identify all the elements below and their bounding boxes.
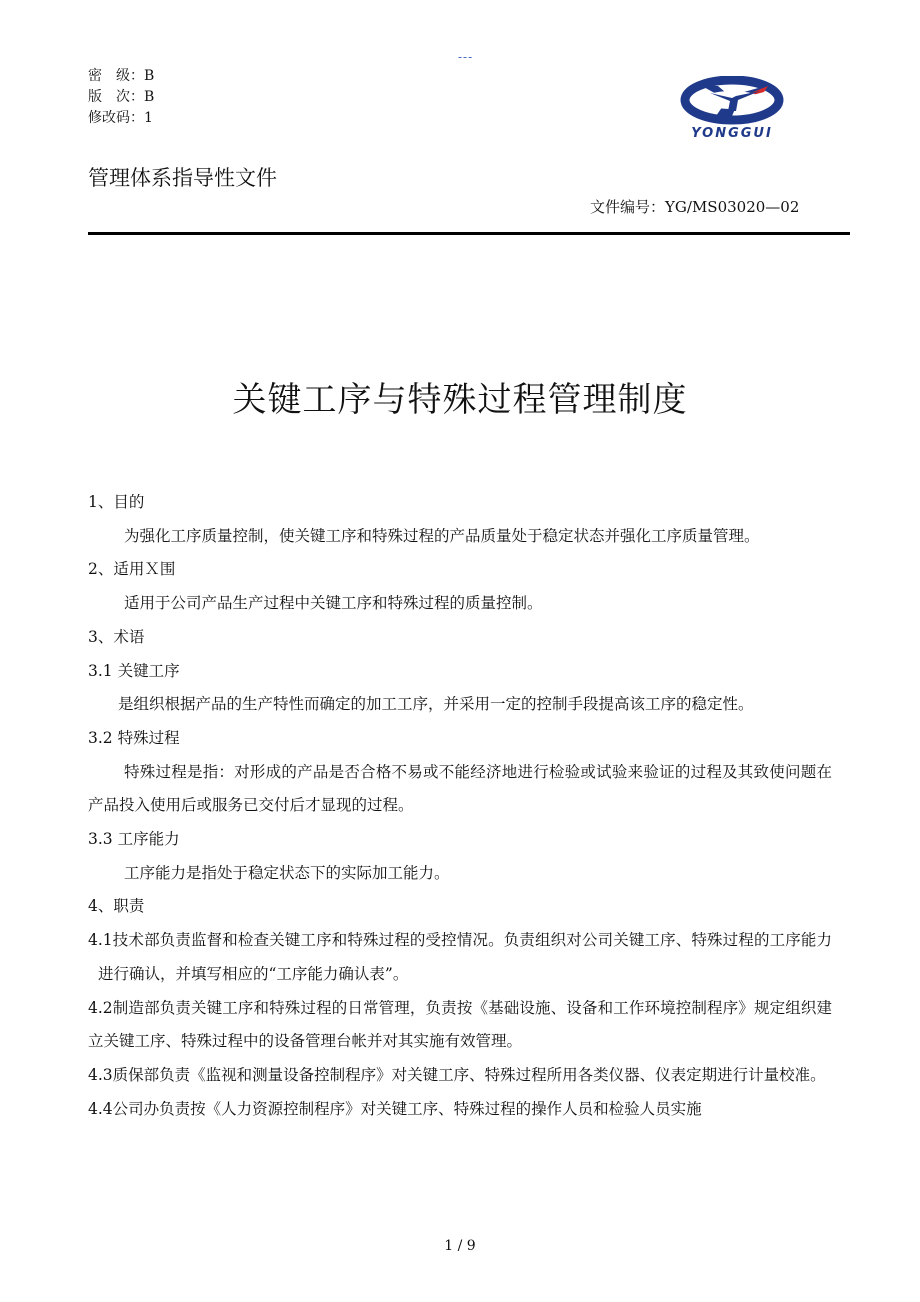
paragraph: 是组织根据产品的生产特性而确定的加工工序，并采用一定的控制手段提高该工序的稳定性。 — [118, 695, 754, 714]
paragraph: 适用于公司产品生产过程中关键工序和特殊过程的质量控制。 — [124, 594, 543, 613]
subsection-heading: 3.2 特殊过程 — [88, 728, 180, 747]
paragraph: 特殊过程是指：对形成的产品是否合格不易或不能经济地进行检验或试验来验证的过程及其致使问题在产品投入使用后或服务已交付后才显现的过程。 — [88, 762, 832, 815]
section-heading: 1、目的 — [88, 493, 145, 511]
meta-revision: 修改码：1 — [88, 110, 153, 126]
section-heading: 2、适用Ｘ围 — [88, 560, 176, 579]
subsection-heading: 3.1 关键工序 — [88, 661, 180, 680]
document-number: 文件编号：YG/MS03020—02 — [590, 198, 800, 216]
responsibility-item: 4.1技术部负责监督和检查关键工序和特殊过程的受控情况。负责组织对公司关键工序、特殊过程的工序能力进行确认，并填写相应的“工序能力确认表”。 — [88, 931, 832, 983]
header-divider — [88, 232, 850, 235]
paragraph: 为强化工序质量控制，使关键工序和特殊过程的产品质量处于稳定状态并强化工序质量管理。 — [124, 526, 760, 545]
responsibility-item: 4.2制造部负责关键工序和特殊过程的日常管理，负责按《基础设施、设备和工作环境控制程序》规定组织建立关键工序、特殊过程中的设备管理台帐并对其实施有效管理。 — [88, 998, 832, 1051]
responsibility-item: 4.3质保部负责《监视和测量设备控制程序》对关键工序、特殊过程所用各类仪器、仪表定期进行计量校准。 — [88, 1065, 826, 1084]
responsibility-item: 4.4公司办负责按《人力资源控制程序》对关键工序、特殊过程的操作人员和检验人员实施 — [88, 1099, 702, 1118]
document-body — [88, 486, 832, 1126]
logo-wordmark: YONGGUI — [691, 126, 773, 141]
top-mark: --- — [458, 50, 474, 64]
document-meta — [88, 66, 154, 129]
document-title: 关键工序与特殊过程管理制度 — [232, 380, 688, 420]
paragraph: 工序能力是指处于稳定状态下的实际加工能力。 — [124, 863, 450, 882]
section-heading: 3、术语 — [88, 627, 145, 646]
system-title: 管理体系指导性文件 — [88, 166, 277, 190]
meta-secrecy: 密 级：B — [88, 68, 155, 84]
page-number: 1 / 9 — [444, 1238, 476, 1254]
meta-edition: 版 次：B — [88, 89, 155, 105]
section-heading: 4、职责 — [88, 897, 145, 916]
subsection-heading: 3.3 工序能力 — [88, 830, 180, 849]
logo-emblem-icon — [672, 76, 792, 126]
yonggui-logo — [672, 76, 792, 146]
